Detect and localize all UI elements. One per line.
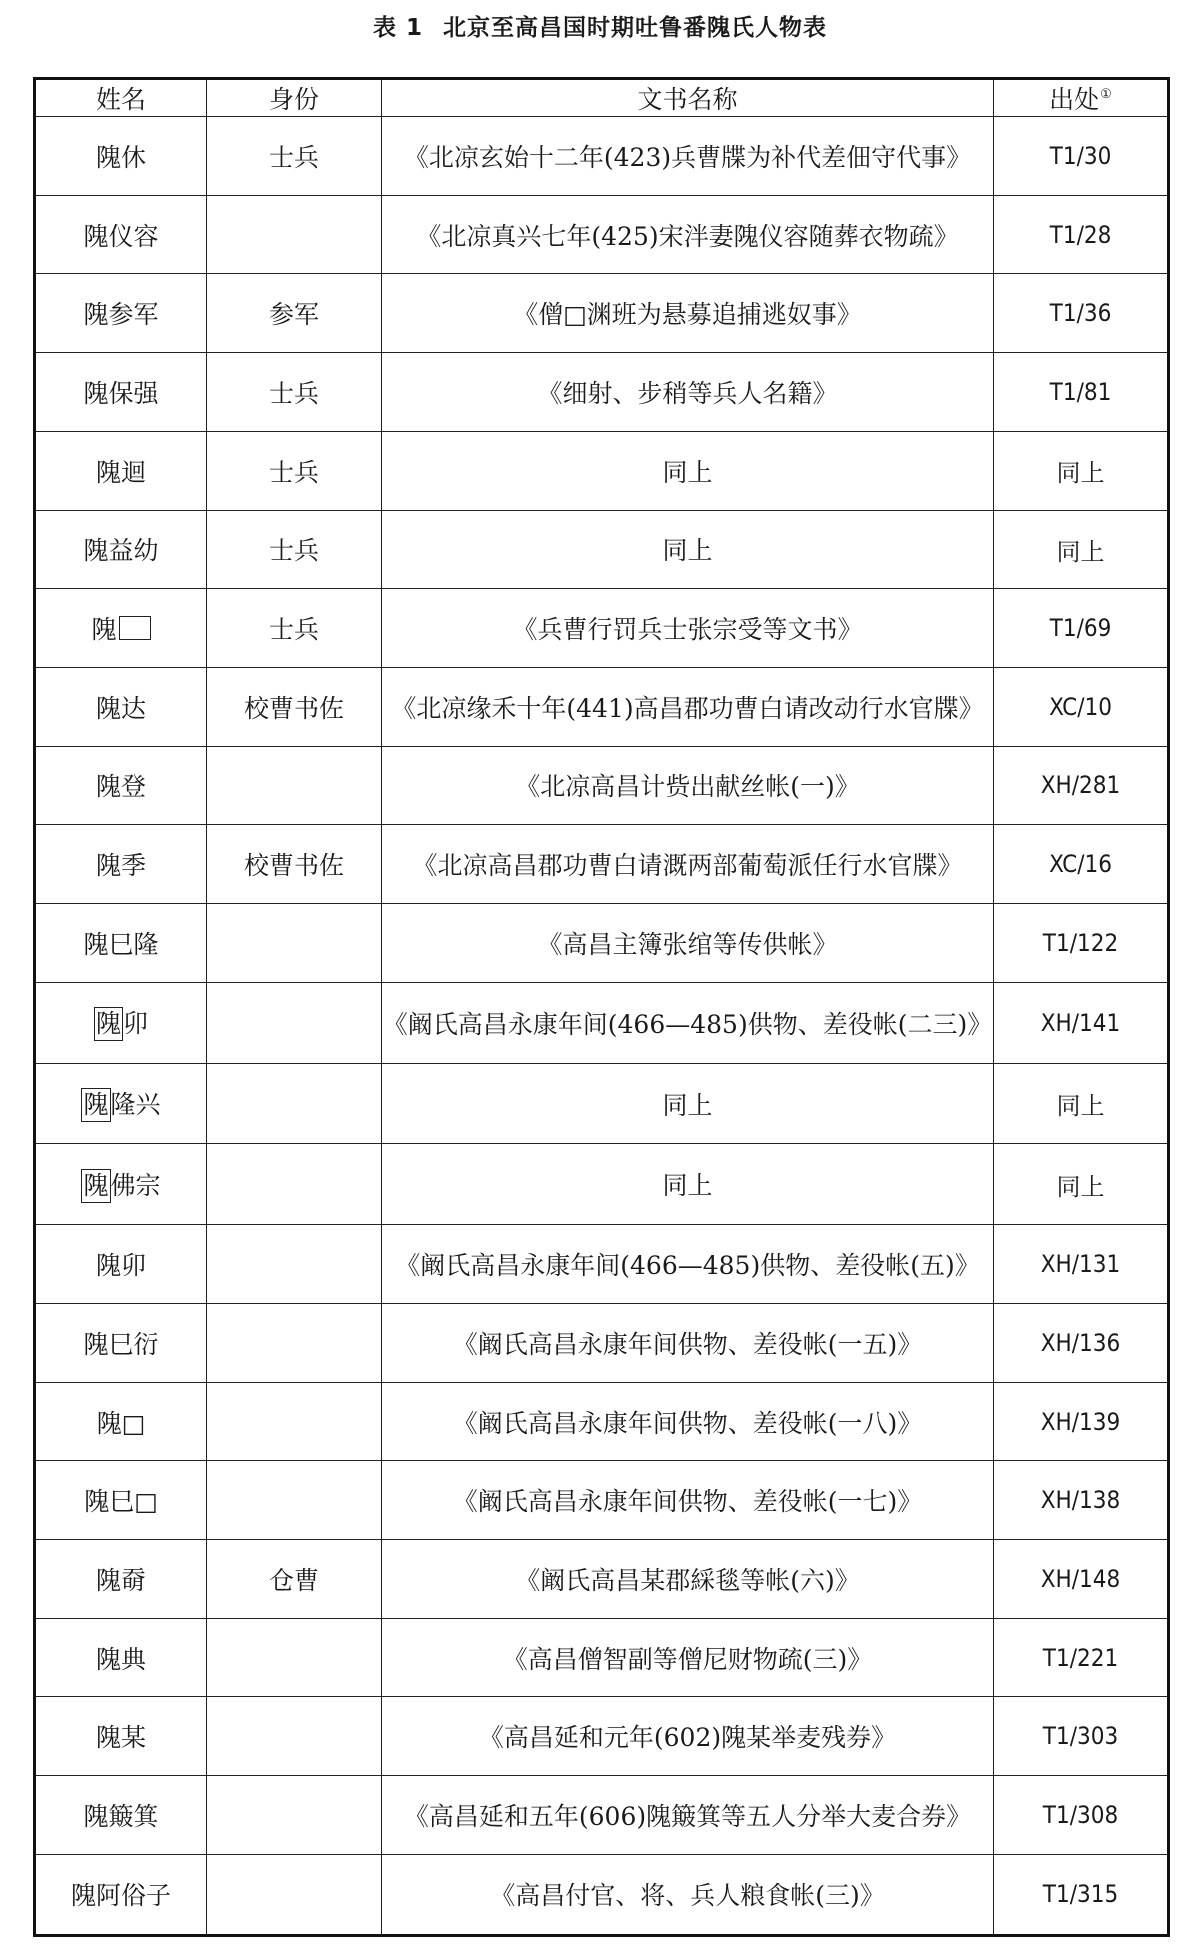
cell-role: [207, 1461, 382, 1540]
cell-document: 《僧□渊班为悬募追捕逃奴事》: [382, 274, 994, 353]
cell-source: T1/28: [994, 195, 1169, 274]
cell-source: 同上: [994, 1063, 1169, 1144]
cell-source: T1/30: [994, 117, 1169, 196]
cell-document: 《北凉玄始十二年(423)兵曹牒为补代差佃守代事》: [382, 117, 994, 196]
table-row: [35, 1225, 1169, 1304]
cell-role: [207, 1382, 382, 1461]
cell-document: 《北凉高昌计赀出献丝帐(一)》: [382, 746, 994, 825]
name-surname: 隗: [91, 615, 117, 645]
cell-document: 《阚氏高昌永康年间(466—485)供物、差役帐(二三)》: [382, 982, 994, 1063]
cell-document: 《北凉真兴七年(425)宋泮妻隗仪容随葬衣物疏》: [382, 195, 994, 274]
table-title-text: 北京至高昌国时期吐鲁番隗氏人物表: [443, 15, 827, 41]
header-document: 文书名称: [382, 79, 994, 117]
table-row: [35, 746, 1169, 825]
table-row: [35, 117, 1169, 196]
cell-source: T1/308: [994, 1776, 1169, 1855]
cell-name: [35, 982, 207, 1063]
cell-source: XC/16: [994, 825, 1169, 904]
table-row: [35, 1776, 1169, 1855]
cell-document: 《阚氏高昌永康年间供物、差役帐(一五)》: [382, 1303, 994, 1382]
cell-name: 隗休: [35, 117, 207, 196]
table-row: [35, 510, 1169, 589]
cell-name: 隗登: [35, 746, 207, 825]
cell-name: 隗迴: [35, 431, 207, 510]
cell-source: T1/81: [994, 353, 1169, 432]
cell-role: 士兵: [207, 589, 382, 668]
people-table: [33, 77, 1170, 1937]
table-row: [35, 825, 1169, 904]
cell-source: XH/281: [994, 746, 1169, 825]
cell-document: 《细射、步稍等兵人名籍》: [382, 353, 994, 432]
cell-role: [207, 195, 382, 274]
cell-document: 同上: [382, 1063, 994, 1144]
name-rest: 佛宗: [110, 1170, 161, 1200]
cell-name: 隗参军: [35, 274, 207, 353]
table-row: [35, 1144, 1169, 1225]
name-rest: 卯: [123, 1009, 149, 1039]
cell-role: 士兵: [207, 353, 382, 432]
cell-role: 仓曹: [207, 1540, 382, 1619]
cell-document: 《高昌付官、将、兵人粮食帐(三)》: [382, 1854, 994, 1935]
cell-document: 《高昌延和元年(602)隗某举麦残券》: [382, 1697, 994, 1776]
table-row: [35, 1697, 1169, 1776]
cell-source: T1/69: [994, 589, 1169, 668]
cell-document: 同上: [382, 510, 994, 589]
cell-document: 《高昌僧智副等僧尼财物疏(三)》: [382, 1618, 994, 1697]
table-row: [35, 1618, 1169, 1697]
header-row: [35, 79, 1169, 117]
table-row: [35, 1063, 1169, 1144]
table-row: [35, 1854, 1169, 1935]
cell-role: [207, 982, 382, 1063]
cell-role: 士兵: [207, 510, 382, 589]
cell-source: XH/138: [994, 1461, 1169, 1540]
cell-source: XH/139: [994, 1382, 1169, 1461]
table-body: [35, 117, 1169, 1936]
cell-document: 《北凉缘禾十年(441)高昌郡功曹白请改动行水官牒》: [382, 667, 994, 746]
cell-role: 校曹书佐: [207, 825, 382, 904]
cell-document: 《兵曹行罚兵士张宗受等文书》: [382, 589, 994, 668]
table-row: [35, 589, 1169, 668]
cell-name: 隗阿俗子: [35, 1854, 207, 1935]
cell-source: XH/131: [994, 1225, 1169, 1304]
missing-char-box: [119, 616, 151, 640]
cell-role: [207, 1144, 382, 1225]
cell-name: 隗仪容: [35, 195, 207, 274]
cell-source: 同上: [994, 510, 1169, 589]
cell-role: 士兵: [207, 117, 382, 196]
cell-role: [207, 1776, 382, 1855]
table-title: [0, 8, 1200, 48]
cell-source: T1/122: [994, 904, 1169, 983]
cell-role: [207, 1063, 382, 1144]
cell-document: 《阚氏高昌永康年间供物、差役帐(一八)》: [382, 1382, 994, 1461]
name-rest: 隆兴: [110, 1090, 161, 1119]
cell-name: [35, 1144, 207, 1225]
cell-name: [35, 589, 207, 668]
cell-name: [35, 1063, 207, 1144]
footnote-mark: ①: [1100, 87, 1112, 102]
cell-source: XC/10: [994, 667, 1169, 746]
cell-role: [207, 1225, 382, 1304]
table-row: [35, 667, 1169, 746]
cell-name: 隗达: [35, 667, 207, 746]
cell-name: 隗奣: [35, 1540, 207, 1619]
name-boxed-char: 隗: [81, 1088, 110, 1122]
cell-name: 隗巳衍: [35, 1303, 207, 1382]
table-number: 表 1: [372, 15, 423, 41]
cell-role: 参军: [207, 274, 382, 353]
cell-name: 隗益幼: [35, 510, 207, 589]
cell-role: [207, 1303, 382, 1382]
cell-role: [207, 746, 382, 825]
cell-document: 《高昌主簿张绾等传供帐》: [382, 904, 994, 983]
cell-source: 同上: [994, 431, 1169, 510]
cell-name: 隗□: [35, 1382, 207, 1461]
cell-document: 《阚氏高昌永康年间(466—485)供物、差役帐(五)》: [382, 1225, 994, 1304]
cell-document: 《高昌延和五年(606)隗簸箕等五人分举大麦合券》: [382, 1776, 994, 1855]
cell-name: 隗簸箕: [35, 1776, 207, 1855]
cell-name: 隗卯: [35, 1225, 207, 1304]
cell-role: 校曹书佐: [207, 667, 382, 746]
table-row: [35, 904, 1169, 983]
cell-name: 隗典: [35, 1618, 207, 1697]
name-boxed-char: 隗: [94, 1007, 123, 1041]
cell-document: 《阚氏高昌某郡綵毯等帐(六)》: [382, 1540, 994, 1619]
cell-source: T1/36: [994, 274, 1169, 353]
table-row: [35, 195, 1169, 274]
cell-name: 隗巳□: [35, 1461, 207, 1540]
cell-source: T1/315: [994, 1854, 1169, 1935]
header-role: 身份: [207, 79, 382, 117]
table-row: [35, 431, 1169, 510]
cell-name: 隗保强: [35, 353, 207, 432]
cell-name: 隗季: [35, 825, 207, 904]
cell-source: XH/141: [994, 982, 1169, 1063]
table-row: [35, 274, 1169, 353]
header-name: 姓名: [35, 79, 207, 117]
header-source-label: 出处: [1049, 85, 1100, 114]
cell-name: 隗巳隆: [35, 904, 207, 983]
cell-document: 《北凉高昌郡功曹白请溉两部葡萄派任行水官牒》: [382, 825, 994, 904]
table-row: [35, 1303, 1169, 1382]
cell-role: 士兵: [207, 431, 382, 510]
cell-source: T1/303: [994, 1697, 1169, 1776]
cell-name: 隗某: [35, 1697, 207, 1776]
cell-role: [207, 1697, 382, 1776]
cell-role: [207, 904, 382, 983]
cell-source: 同上: [994, 1144, 1169, 1225]
cell-role: [207, 1618, 382, 1697]
table-row: [35, 353, 1169, 432]
table-row: [35, 1382, 1169, 1461]
table-row: [35, 1540, 1169, 1619]
cell-document: 同上: [382, 1144, 994, 1225]
name-boxed-char: 隗: [81, 1169, 110, 1203]
cell-source: T1/221: [994, 1618, 1169, 1697]
header-source: [994, 79, 1169, 117]
cell-document: 同上: [382, 431, 994, 510]
cell-role: [207, 1854, 382, 1935]
cell-document: 《阚氏高昌永康年间供物、差役帐(一七)》: [382, 1461, 994, 1540]
cell-source: XH/148: [994, 1540, 1169, 1619]
table-row: [35, 982, 1169, 1063]
table-row: [35, 1461, 1169, 1540]
cell-source: XH/136: [994, 1303, 1169, 1382]
